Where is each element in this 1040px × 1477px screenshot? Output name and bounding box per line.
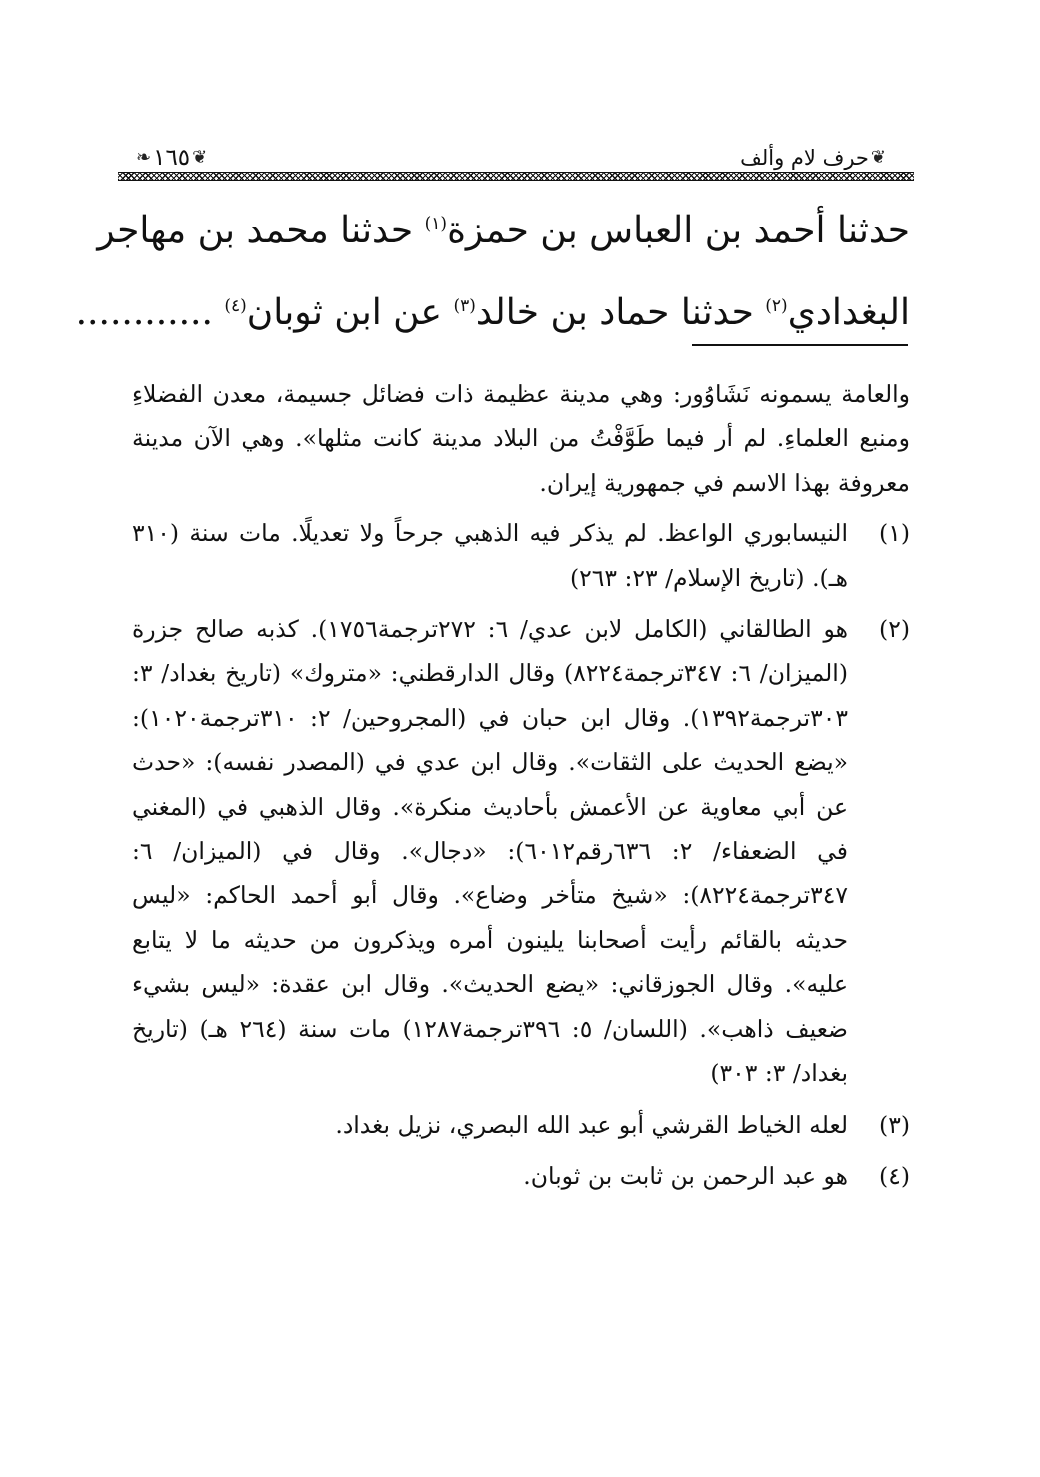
footnote-continuation: والعامة يسمونه نَشَاوُور: وهي مدينة عظيمة ذات فضائل جسيمة، معدن الفضلاءِ ومنبع العلماءِ. لم أر فيما طَوَّفْتُ من البلاد مدينة كانت مثلها». وهي الآن مدينة معروفة بهذا الاسم في جمهورية إيران. [132, 380, 910, 497]
main-line-1-part-1: حدثنا أحمد بن العباس بن حمزة [447, 210, 910, 251]
main-line-1-part-2: حدثنا محمد بن مهاجر [97, 210, 425, 251]
header-decorative-rule [118, 172, 914, 181]
header-page-number [136, 144, 207, 172]
header-section-title [740, 144, 886, 172]
footnote-3 [132, 1103, 910, 1147]
footnote-number: (٤) [879, 1161, 910, 1190]
footnote-marker-4[interactable]: (٤) [224, 296, 247, 316]
footnote-text: لعله الخياط القرشي أبو عبد الله البصري، نزيل بغداد. [335, 1110, 848, 1139]
footnote-number: (٢) [879, 615, 910, 644]
main-line-2-part-2: حدثنا حماد بن خالد [475, 292, 766, 333]
footnote-1 [132, 511, 910, 600]
footnote-4 [132, 1154, 910, 1198]
running-header [118, 132, 914, 192]
main-line-2-part-1: البغدادي [787, 292, 910, 333]
footnote-marker-2[interactable]: (٢) [765, 296, 788, 316]
ornament-left-icon: ❦ [192, 147, 208, 168]
footnote-marker-1[interactable]: (١) [424, 214, 448, 234]
footnote-2 [132, 607, 910, 1095]
footnote-number: (٣) [879, 1110, 910, 1139]
ornament-end-icon: ❧ [136, 147, 152, 168]
main-line-2 [75, 272, 910, 354]
ornament-right-icon: ❦ [870, 147, 886, 168]
footnote-text: هو الطالقاني (الكامل لابن عدي/ ٦: ٢٧٢ترجمة١٧٥٦). كذبه صالح جزرة (الميزان/ ٦: ٣٤٧ترجمة٨٢٢٤) وقال الدارقطني: «متروك» (تاريخ بغداد/ ٣: ٣٠٣ترجمة١٣٩٢). وقال ابن حبان في (المجروحين/ ٢: ٣١٠ترجمة١٠٢٠): «يضع الحديث على الثقات». وقال ابن عدي في (المصدر نفسه): «حدث عن أبي معاوية عن الأعمش بأحاديث منكرة». وقال الذهبي في (المغني في الضعفاء/ ٢: ٦٣٦رقم٦٠١٢): «دجال». وقال في (الميزان/ ٦: ٣٤٧ترجمة٨٢٢٤): «شيخ متأخر وضاع». وقال أبو أحمد الحاكم: «ليس حديثه بالقائم رأيت أصحابنا يلينون أمره ويذكرون من حديثه ما لا يتابع عليه». وقال الجوزقاني: «يضع الحديث». وقال ابن عقدة: «ليس بشيء ضعيف ذاهب». (اللسان/ ٥: ٣٩٦ترجمة١٢٨٧) مات سنة (٢٦٤ هـ) (تاريخ بغداد/ ٣: ٣٠٣) [132, 615, 849, 1088]
footnote-text: النيسابوري الواعظ. لم يذكر فيه الذهبي جرحاً ولا تعديلًا. مات سنة (٣١٠ هـ). (تاريخ الإسلام/ ٢٣: ٢٦٣) [132, 519, 848, 592]
footnote-text: هو عبد الرحمن بن ثابت بن ثوبان. [523, 1161, 848, 1190]
main-line-2-dots: ............ [75, 292, 225, 333]
main-line-2-part-3: عن ابن ثوبان [246, 292, 454, 333]
footnotes-section [132, 372, 910, 1205]
footnote-separator [692, 344, 908, 346]
page-number-text: ١٦٥ [153, 145, 191, 171]
footnote-marker-3[interactable]: (٣) [453, 296, 476, 316]
footnote-number: (١) [879, 519, 910, 548]
main-line-1 [97, 190, 910, 272]
section-title-text: حرف لام وألف [740, 146, 869, 170]
main-isnad-text [75, 190, 910, 354]
